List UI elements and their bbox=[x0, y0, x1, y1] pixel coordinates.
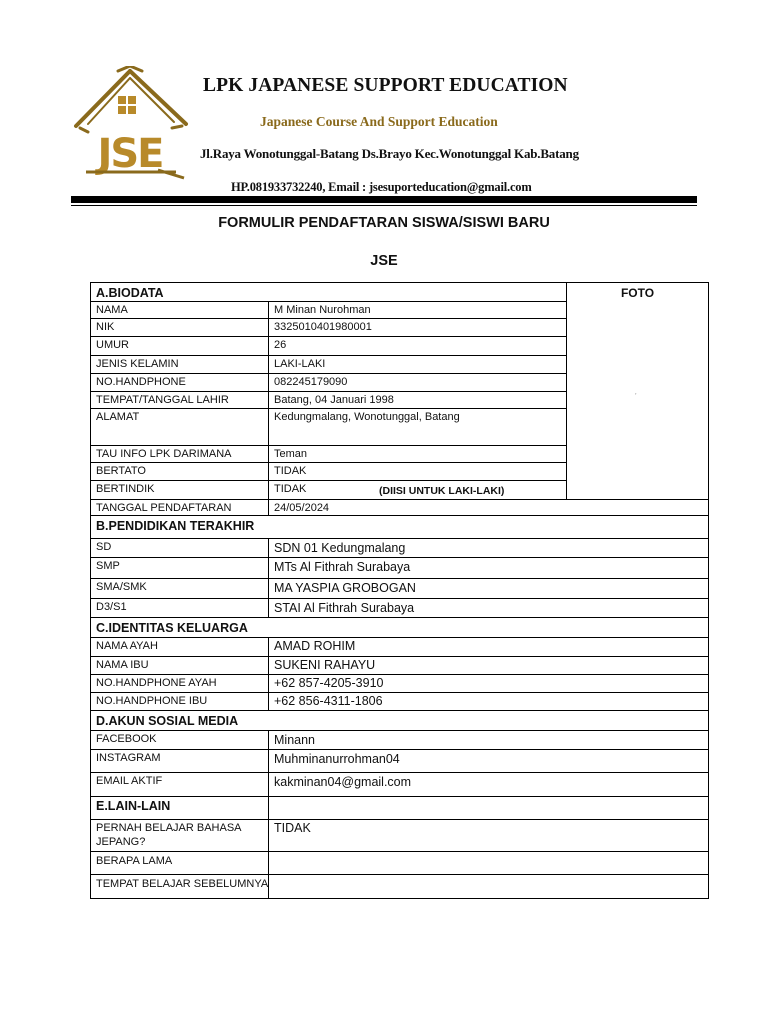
row-divider bbox=[90, 874, 709, 875]
row-divider bbox=[90, 557, 709, 558]
row-divider bbox=[90, 796, 709, 797]
field-value: +62 856-4311-1806 bbox=[274, 694, 383, 708]
row-divider bbox=[90, 656, 709, 657]
row-divider bbox=[90, 499, 709, 500]
field-label: BERTATO bbox=[96, 465, 146, 477]
field-value: TIDAK bbox=[274, 483, 307, 495]
field-value: TIDAK bbox=[274, 465, 307, 477]
field-value: TIDAK bbox=[274, 821, 311, 835]
row-divider bbox=[90, 355, 566, 356]
field-value: Kedungmalang, Wonotunggal, Batang bbox=[274, 411, 460, 423]
form-title: FORMULIR PENDAFTARAN SISWA/SISWI BARU bbox=[218, 215, 550, 231]
field-value: 24/05/2024 bbox=[274, 502, 330, 514]
field-value: Teman bbox=[274, 448, 308, 460]
institution-title: LPK JAPANESE SUPPORT EDUCATION bbox=[203, 75, 568, 96]
field-value: Minann bbox=[274, 733, 315, 747]
field-value: 3325010401980001 bbox=[274, 321, 372, 333]
field-value: Batang, 04 Januari 1998 bbox=[274, 394, 394, 406]
field-label: NAMA IBU bbox=[96, 659, 149, 671]
row-divider bbox=[90, 373, 566, 374]
field-label: NAMA bbox=[96, 304, 128, 316]
row-divider bbox=[90, 674, 709, 675]
row-divider bbox=[90, 445, 566, 446]
field-label: INSTAGRAM bbox=[96, 752, 161, 764]
row-divider bbox=[90, 617, 709, 618]
section-lain: E.LAIN-LAIN bbox=[96, 799, 171, 813]
institution-address: Jl.Raya Wonotunggal-Batang Ds.Brayo Kec.Wonotunggal Kab.Batang bbox=[200, 146, 579, 161]
field-label: TEMPAT BELAJAR SEBELUMNYA bbox=[96, 878, 269, 890]
field-label: NO.HANDPHONE IBU bbox=[96, 695, 208, 707]
row-divider bbox=[90, 301, 566, 302]
field-label: TEMPAT/TANGGAL LAHIR bbox=[96, 394, 229, 406]
row-divider bbox=[90, 538, 709, 539]
field-label: JEPANG? bbox=[96, 836, 146, 848]
row-divider bbox=[90, 598, 709, 599]
field-label: SMA/SMK bbox=[96, 581, 147, 593]
row-divider bbox=[90, 772, 709, 773]
logo-text: JSE bbox=[97, 131, 163, 177]
row-divider bbox=[90, 637, 709, 638]
field-label: EMAIL AKTIF bbox=[96, 775, 163, 787]
row-divider bbox=[90, 710, 709, 711]
section-sosmed: D.AKUN SOSIAL MEDIA bbox=[96, 714, 239, 728]
field-label: SMP bbox=[96, 560, 120, 572]
institution-contact: HP.081933732240, Email : jsesuporteducation@gmail.com bbox=[231, 180, 532, 194]
row-divider bbox=[90, 692, 709, 693]
field-value: kakminan04@gmail.com bbox=[274, 775, 412, 789]
field-label: BERTINDIK bbox=[96, 483, 155, 495]
section-biodata: A.BIODATA bbox=[96, 286, 164, 300]
field-label: BERAPA LAMA bbox=[96, 855, 173, 867]
section-pendidikan: B.PENDIDIKAN TERAKHIR bbox=[96, 519, 255, 533]
field-label: TANGGAL PENDAFTARAN bbox=[96, 502, 232, 514]
field-value: Muhminanurrohman04 bbox=[274, 752, 400, 766]
row-divider bbox=[90, 515, 709, 516]
photo-label: FOTO bbox=[620, 286, 655, 300]
field-label: SD bbox=[96, 541, 112, 553]
letterhead-rule-thin bbox=[71, 205, 697, 206]
field-value: 082245179090 bbox=[274, 376, 348, 388]
row-divider bbox=[90, 578, 709, 579]
row-divider bbox=[90, 336, 566, 337]
field-value: SUKENI RAHAYU bbox=[274, 658, 376, 672]
column-divider bbox=[566, 282, 567, 499]
row-divider bbox=[90, 730, 709, 731]
field-label: PERNAH BELAJAR BAHASA bbox=[96, 822, 242, 834]
letterhead-rule bbox=[71, 196, 697, 203]
field-value: 26 bbox=[274, 339, 287, 351]
photo-placeholder: ¸ bbox=[635, 389, 637, 395]
field-label: NO.HANDPHONE bbox=[96, 376, 186, 388]
row-divider bbox=[90, 318, 566, 319]
field-value: LAKI-LAKI bbox=[274, 358, 326, 370]
field-value: +62 857-4205-3910 bbox=[274, 676, 384, 690]
field-label: FACEBOOK bbox=[96, 733, 157, 745]
row-divider bbox=[90, 480, 566, 481]
male-only-note: (DIISI UNTUK LAKI-LAKI) bbox=[379, 485, 505, 497]
field-value: M Minan Nurohman bbox=[274, 304, 371, 316]
form-subtitle: JSE bbox=[370, 253, 398, 269]
field-label: D3/S1 bbox=[96, 601, 127, 613]
field-label: UMUR bbox=[96, 339, 129, 351]
row-divider bbox=[90, 408, 566, 409]
field-value: MTs Al Fithrah Surabaya bbox=[274, 560, 411, 574]
row-divider bbox=[90, 391, 566, 392]
row-divider bbox=[90, 749, 709, 750]
field-value: MA YASPIA GROBOGAN bbox=[274, 581, 416, 595]
field-value: AMAD ROHIM bbox=[274, 639, 356, 653]
field-value: STAI Al Fithrah Surabaya bbox=[274, 601, 415, 615]
column-divider bbox=[268, 730, 269, 796]
jse-logo bbox=[72, 66, 190, 184]
section-keluarga: C.IDENTITAS KELUARGA bbox=[96, 621, 248, 635]
field-label: ALAMAT bbox=[96, 411, 140, 423]
row-divider bbox=[90, 462, 566, 463]
institution-subtitle: Japanese Course And Support Education bbox=[260, 114, 498, 129]
row-divider bbox=[90, 851, 709, 852]
field-label: NO.HANDPHONE AYAH bbox=[96, 677, 217, 689]
field-label: NAMA AYAH bbox=[96, 640, 158, 652]
field-value: SDN 01 Kedungmalang bbox=[274, 541, 406, 555]
row-divider bbox=[90, 819, 709, 820]
field-label: TAU INFO LPK DARIMANA bbox=[96, 448, 232, 460]
field-label: JENIS KELAMIN bbox=[96, 358, 179, 370]
field-label: NIK bbox=[96, 321, 115, 333]
